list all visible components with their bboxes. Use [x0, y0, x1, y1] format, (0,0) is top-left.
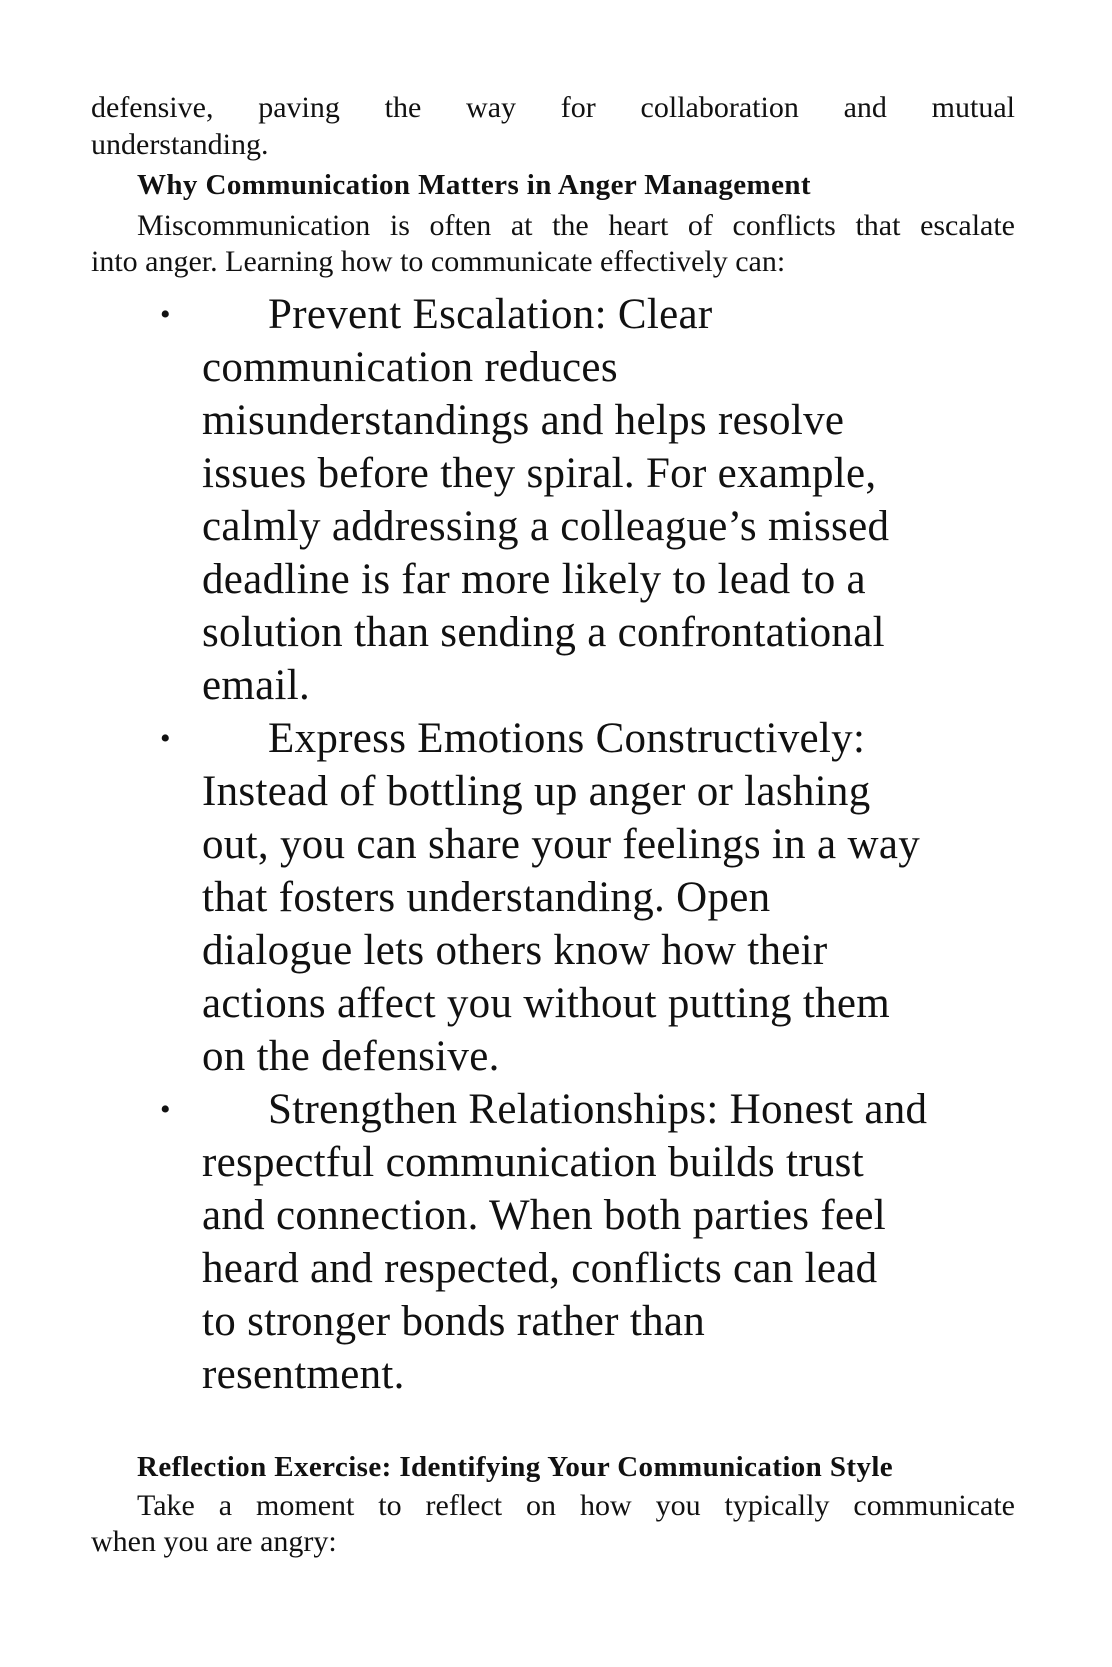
bullet-line: resentment.	[202, 1351, 405, 1398]
bullet-line: and connection. When both parties feel	[202, 1192, 887, 1239]
bullet-line: on the defensive.	[202, 1033, 500, 1080]
bullet-icon: •	[160, 298, 171, 331]
bullet-line: dialogue lets others know how their	[202, 927, 828, 974]
bullet-line: issues before they spiral. For example,	[202, 450, 877, 497]
bullet-line: misunderstandings and helps resolve	[202, 397, 845, 444]
bullet-line: that fosters understanding. Open	[202, 874, 771, 921]
bullet-line: respectful communication builds trust	[202, 1139, 864, 1186]
text-line: when you are angry:	[91, 1525, 337, 1558]
bullet-line: solution than sending a confrontational	[202, 609, 885, 656]
section-heading: Reflection Exercise: Identifying Your Communication Style	[137, 1451, 894, 1483]
text-line: defensive, paving the way for collaboration and mutual	[91, 91, 1015, 124]
bullet-icon: •	[160, 722, 171, 755]
bullet-line: actions affect you without putting them	[202, 980, 891, 1027]
bullet-line: email.	[202, 662, 311, 709]
text-line: Miscommunication is often at the heart of conflicts that escalate	[137, 209, 1015, 242]
section-heading: Why Communication Matters in Anger Management	[137, 169, 811, 201]
text-line: understanding.	[91, 128, 269, 161]
bullet-line: Instead of bottling up anger or lashing	[202, 768, 871, 815]
text-line: into anger. Learning how to communicate effectively can:	[91, 245, 786, 278]
text-line: Take a moment to reflect on how you typically communicate	[137, 1489, 1015, 1522]
bullet-line: heard and respected, conflicts can lead	[202, 1245, 878, 1292]
bullet-line: out, you can share your feelings in a way	[202, 821, 920, 868]
bullet-line: calmly addressing a colleague’s missed	[202, 503, 890, 550]
bullet-line: Strengthen Relationships: Honest and	[268, 1086, 928, 1133]
bullet-line: communication reduces	[202, 344, 618, 391]
bullet-icon: •	[160, 1093, 171, 1126]
bullet-line: Prevent Escalation: Clear	[268, 291, 713, 338]
bullet-line: deadline is far more likely to lead to a	[202, 556, 866, 603]
bullet-line: Express Emotions Constructively:	[268, 715, 866, 762]
bullet-line: to stronger bonds rather than	[202, 1298, 706, 1345]
